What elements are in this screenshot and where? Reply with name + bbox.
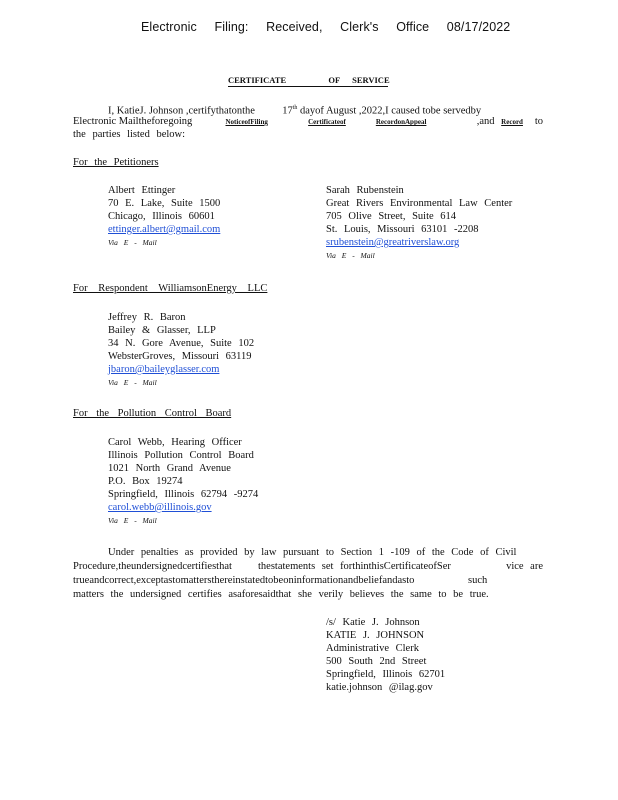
title-word-service: SERVICE bbox=[352, 75, 390, 85]
intro-electronic-mail: Electronic Mailtheforegoing bbox=[73, 116, 193, 127]
ettinger-email-link[interactable]: ettinger.albert@gmail.com bbox=[108, 224, 221, 235]
penalty-text-2b: thestatements set forthinthisCertificateofSer bbox=[258, 561, 451, 572]
rubenstein-email-link[interactable]: srubenstein@greatriverslaw.org bbox=[326, 237, 460, 248]
penalty-line-3 bbox=[73, 574, 543, 587]
doc-certificate-of: Certificateof bbox=[308, 118, 346, 126]
rubenstein-street: 705 Olive Street, Suite 614 bbox=[326, 211, 457, 222]
penalty-line-2 bbox=[73, 560, 543, 573]
rubenstein-org: Great Rivers Environmental Law Center bbox=[326, 198, 513, 209]
rubenstein-name: Sarah Rubenstein bbox=[326, 185, 404, 196]
ettinger-name: Albert Ettinger bbox=[108, 185, 176, 196]
title-word-certificate: CERTIFICATE bbox=[228, 75, 287, 85]
penalty-text-3a: trueandcorrect,exceptastomattersthereinstatedtobeoninformationandbeliefandasto bbox=[73, 575, 415, 586]
title-word-of: OF bbox=[328, 75, 340, 85]
certificate-title bbox=[228, 75, 388, 87]
penalty-text-2c: vice are bbox=[506, 561, 543, 572]
signature-title: Administrative Clerk bbox=[326, 643, 419, 654]
intro-day-suffix: th bbox=[292, 105, 298, 111]
penalty-text-2a: Procedure,theundersignedcertifiesthat bbox=[73, 561, 232, 572]
webb-email-link[interactable]: carol.webb@illinois.gov bbox=[108, 502, 212, 513]
webb-po-box: P.O. Box 19274 bbox=[108, 476, 183, 487]
intro-line-2 bbox=[73, 115, 543, 129]
signature-name: KATIE J. JOHNSON bbox=[326, 630, 425, 641]
baron-name: Jeffrey R. Baron bbox=[108, 312, 186, 323]
penalty-line-4: matters the undersigned certifies asaforesaidthat she verily believes the same to be true. bbox=[73, 589, 489, 600]
doc-record: Record bbox=[501, 118, 523, 126]
ettinger-street: 70 E. Lake, Suite 1500 bbox=[108, 198, 221, 209]
penalty-text-3b: such bbox=[468, 575, 488, 586]
baron-city: WebsterGroves, Missouri 63119 bbox=[108, 351, 252, 362]
doc-record-on-appeal: RecordonAppeal bbox=[375, 118, 427, 126]
intro-to: to bbox=[534, 116, 543, 127]
rubenstein-address-block bbox=[326, 184, 512, 262]
signature-block bbox=[326, 616, 445, 694]
intro-text-b: dayof August ,2022,I caused tobe servedby bbox=[300, 105, 482, 117]
intro-and: ,and bbox=[476, 116, 495, 127]
webb-org: Illinois Pollution Control Board bbox=[108, 450, 254, 461]
rubenstein-city: St. Louis, Missouri 63101 -2208 bbox=[326, 224, 479, 235]
filing-stamp-header: Electronic Filing: Received, Clerk's Office 08/17/2022 bbox=[141, 20, 511, 34]
signature-slash-s: /s/ Katie J. Johnson bbox=[326, 617, 420, 628]
webb-city: Springfield, Illinois 62794 -9274 bbox=[108, 489, 259, 500]
baron-via: Via E - Mail bbox=[108, 378, 157, 387]
board-heading: For the Pollution Control Board bbox=[73, 408, 232, 419]
webb-address-block bbox=[108, 436, 258, 527]
signature-email: katie.johnson @ilag.gov bbox=[326, 682, 433, 693]
ettinger-address-block bbox=[108, 184, 242, 249]
rubenstein-via: Via E - Mail bbox=[326, 251, 375, 260]
intro-text-a: I, KatieJ. Johnson ,certifythatonthe bbox=[108, 105, 255, 117]
penalty-line-1: Under penalties as provided by law pursuant to Section 1 -109 of the Code of Civil bbox=[108, 547, 517, 558]
baron-email-link[interactable]: jbaron@baileyglasser.com bbox=[108, 364, 220, 375]
intro-line-3: the parties listed below: bbox=[73, 129, 186, 140]
doc-certificate-record bbox=[308, 116, 474, 129]
ettinger-via: Via E - Mail bbox=[108, 238, 157, 247]
intro-day: 17 bbox=[282, 105, 293, 117]
petitioners-heading: For the Petitioners bbox=[73, 157, 159, 168]
baron-street: 34 N. Gore Avenue, Suite 102 bbox=[108, 338, 255, 349]
respondent-heading: For Respondent WilliamsonEnergy LLC bbox=[73, 283, 268, 294]
webb-name: Carol Webb, Hearing Officer bbox=[108, 437, 242, 448]
baron-firm: Bailey & Glasser, LLP bbox=[108, 325, 216, 336]
webb-via: Via E - Mail bbox=[108, 516, 157, 525]
signature-city: Springfield, Illinois 62701 bbox=[326, 669, 446, 680]
webb-street: 1021 North Grand Avenue bbox=[108, 463, 231, 474]
baron-address-block bbox=[108, 311, 254, 389]
ettinger-city: Chicago, Illinois 60601 bbox=[108, 211, 215, 222]
doc-notice-of-filing: NoticeofFiling bbox=[225, 118, 268, 126]
signature-street: 500 South 2nd Street bbox=[326, 656, 427, 667]
